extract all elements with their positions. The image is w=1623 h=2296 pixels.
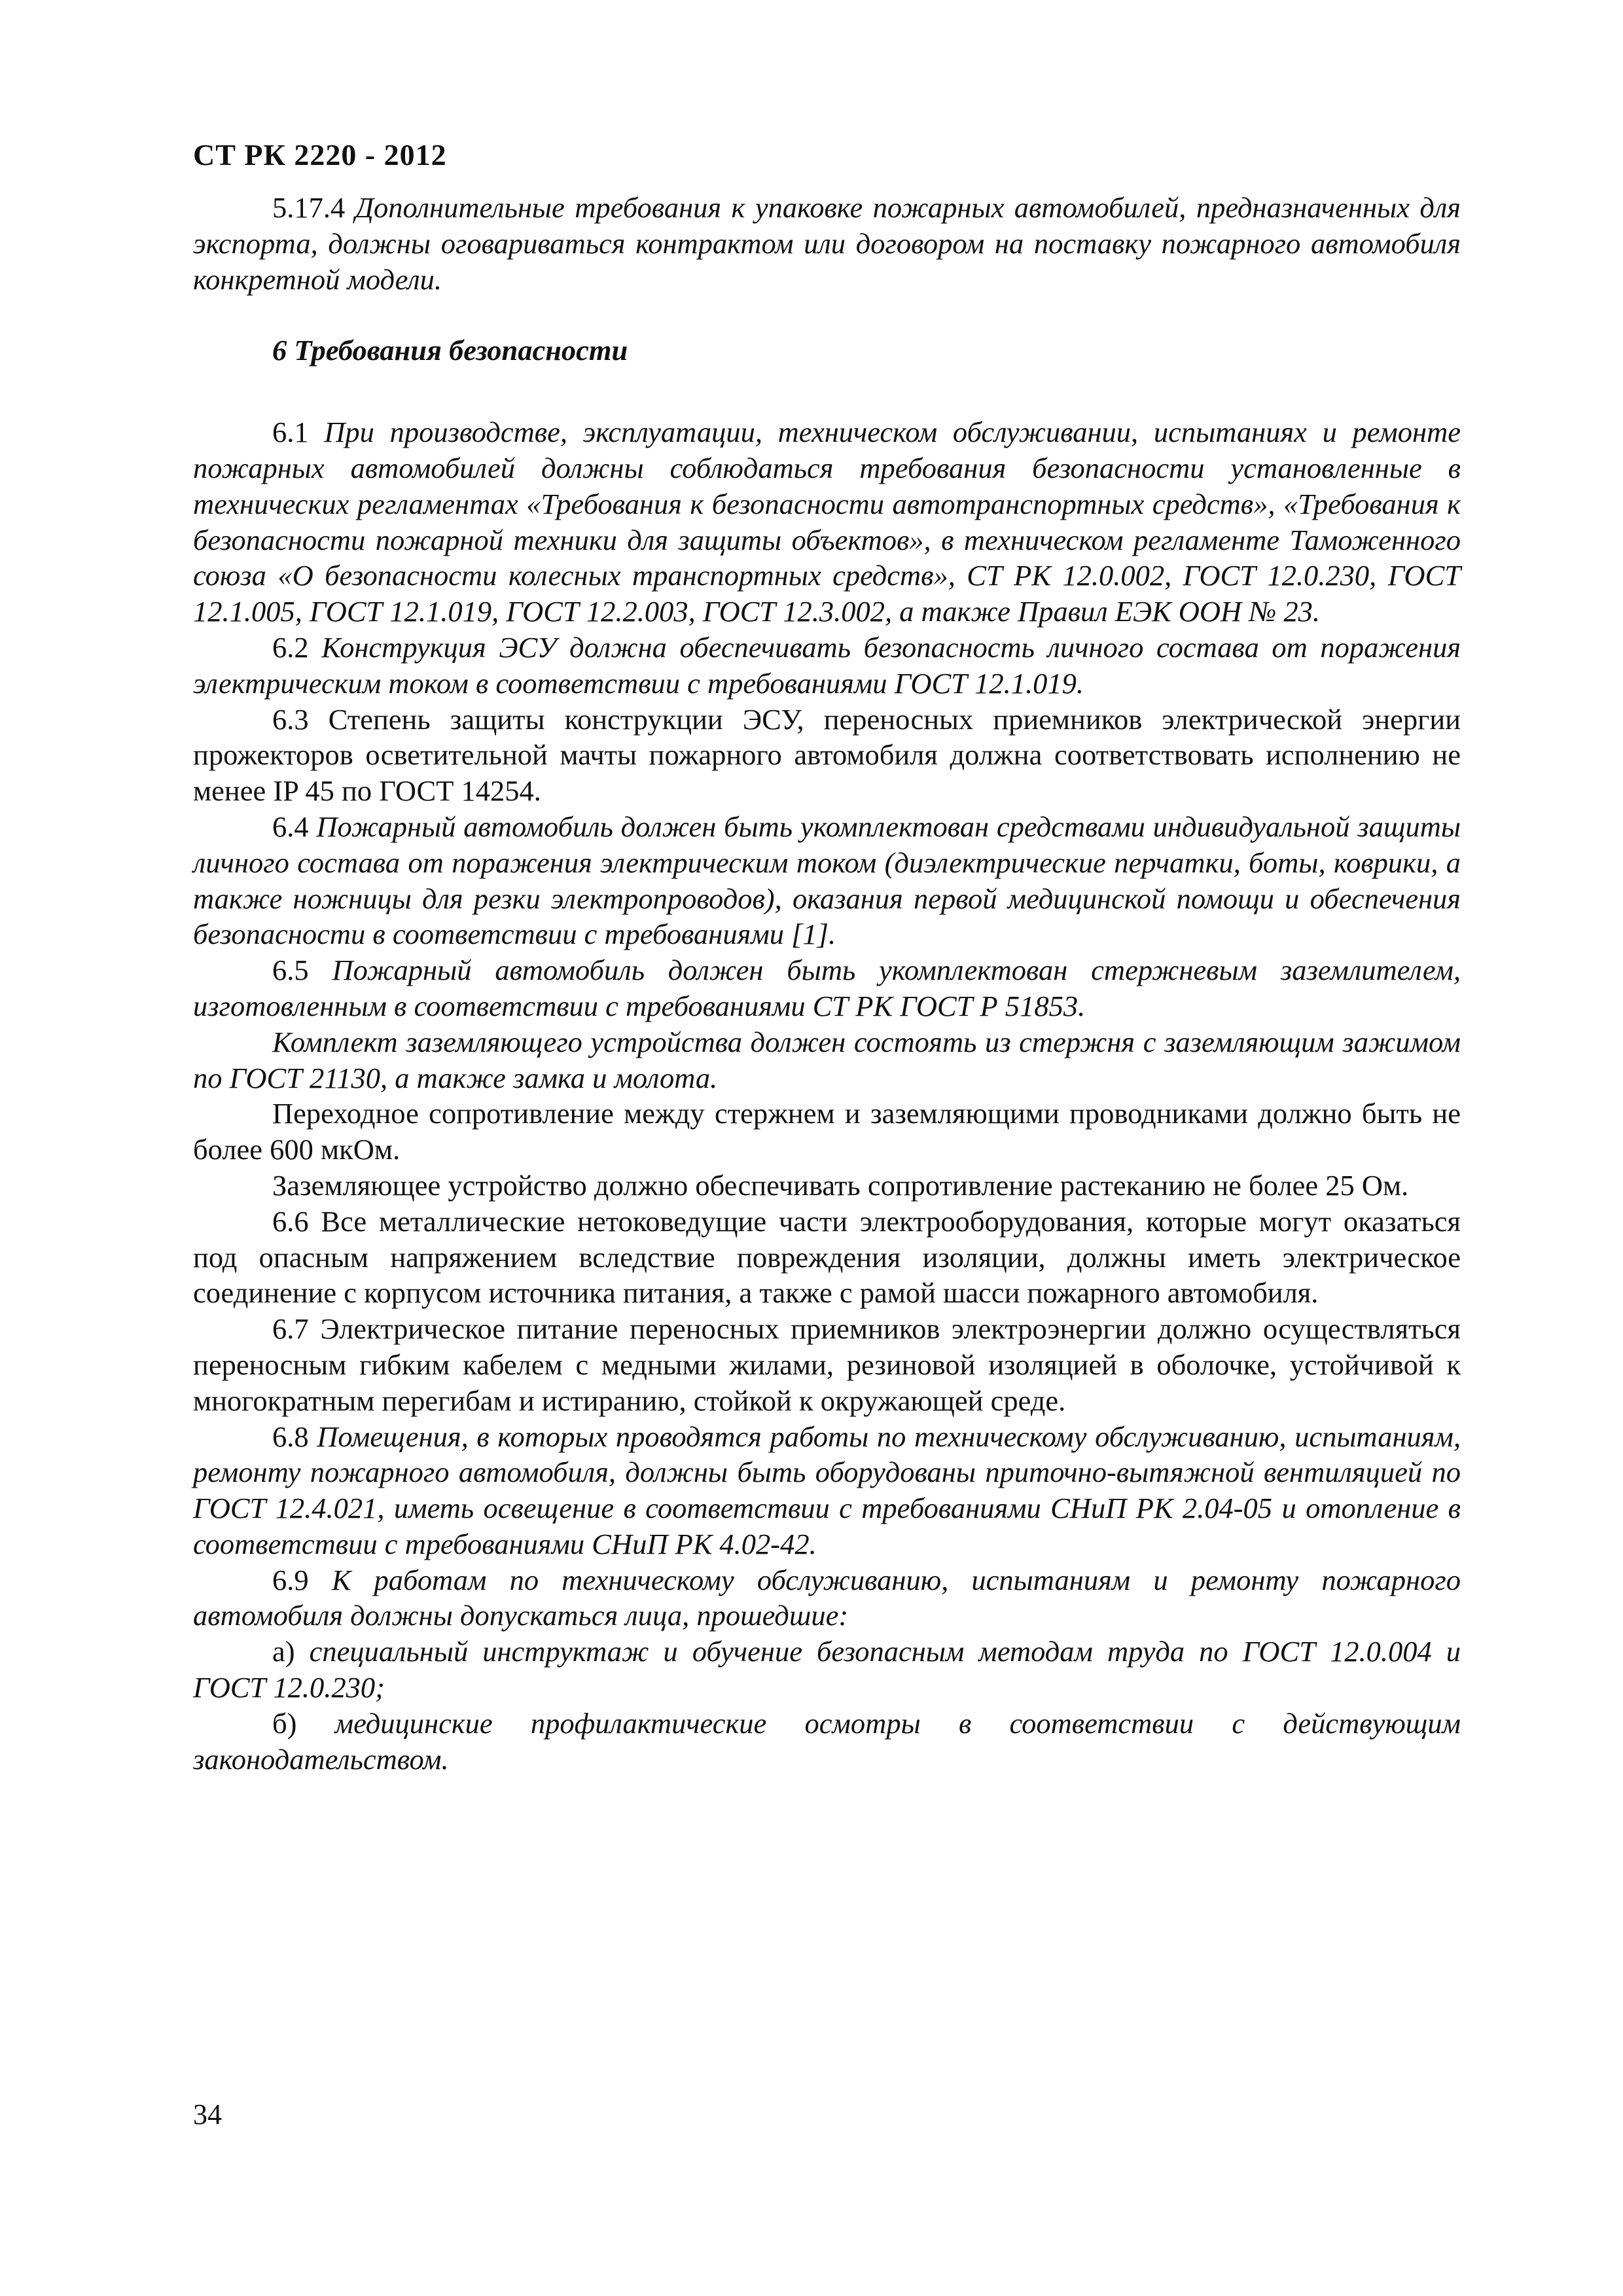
clause-text: Электрическое питание переносных приемников электроэнергии должно осуществляться переносным гибким кабелем с медными жилами, резиновой изоляцией в оболочке, устойчивой к многократным перегибам и истиранию, стойкой к окружающей среде. <box>193 1312 1461 1417</box>
paragraph-6-1 <box>193 414 1461 630</box>
paragraph-6-8 <box>193 1419 1461 1562</box>
paragraph-6-4 <box>193 809 1461 952</box>
paragraph-6-5-kit <box>193 1024 1461 1096</box>
clause-text: Степень защиты конструкции ЭСУ, переносных приемников электрической энергии прожекторов осветительной мачты пожарного автомобиля должна соответствовать исполнению не менее IP 45 по ГОСТ 14254. <box>193 702 1461 808</box>
clause-number: 5.17.4 <box>272 191 346 224</box>
list-marker: б) <box>272 1706 297 1740</box>
clause-text: Конструкция ЭСУ должна обеспечивать безопасность личного состава от поражения электрическим током в соответствии с требованиями ГОСТ 12.1.019. <box>193 630 1461 700</box>
paragraph-6-5 <box>193 952 1461 1024</box>
paragraph-6-6 <box>193 1204 1461 1311</box>
clause-number: 6.3 <box>272 702 309 736</box>
paragraph-5-17-4 <box>193 190 1461 297</box>
clause-text: Комплект заземляющего устройства должен состоять из стержня с заземляющим зажимом по ГОСТ 21130, а также замка и молота. <box>193 1025 1461 1094</box>
clause-text: медицинские профилактические осмотры в соответствии с действующим законодательством. <box>193 1706 1461 1776</box>
list-marker: а) <box>272 1635 295 1668</box>
paragraph-6-7 <box>193 1311 1461 1418</box>
clause-number: 6.1 <box>272 416 309 449</box>
clause-text: Пожарный автомобиль должен быть укомплектован средствами индивидуальной защиты личного состава от поражения электрическим током (диэлектрические перчатки, боты, коврики, а также ножницы для резки электропроводов), оказания первой медицинской помощи и обеспечения безопасности в соответствии с требованиями [1]. <box>193 810 1461 951</box>
paragraph-6-3 <box>193 702 1461 809</box>
paragraph-6-5-grounding <box>193 1168 1461 1204</box>
paragraph-6-9-b <box>193 1706 1461 1778</box>
clause-text: Переходное сопротивление между стержнем и заземляющими проводниками должно быть не более 600 мкОм. <box>193 1097 1461 1166</box>
clause-text: Пожарный автомобиль должен быть укомплектован стержневым заземлителем, изготовленным в соответствии с требованиями СТ РК ГОСТ Р 51853. <box>193 954 1461 1022</box>
clause-number: 6.5 <box>272 954 309 987</box>
clause-number: 6.9 <box>272 1563 309 1596</box>
section-heading-6: 6 Требования безопасности <box>272 334 628 367</box>
clause-text: При производстве, эксплуатации, техническом обслуживании, испытаниях и ремонте пожарных автомобилей должны соблюдаться требования безопасности установленные в технических регламентах «Требования к безопасности автотранспортных средств», «Требования к безопасности пожарной техники для защиты объектов», в техническом регламенте Таможенного союза «О безопасности колесных транспортных средств», СТ РК 12.0.002, ГОСТ 12.0.230, ГОСТ 12.1.005, ГОСТ 12.1.019, ГОСТ 12.2.003, ГОСТ 12.3.002, а также Правил ЕЭК ООН № 23. <box>193 416 1461 628</box>
clause-text: К работам по техническому обслуживанию, испытаниям и ремонту пожарного автомобиля должны допускаться лица, прошедшие: <box>193 1563 1461 1632</box>
paragraph-6-2 <box>193 630 1461 702</box>
document-header: СТ РК 2220 - 2012 <box>193 138 447 171</box>
document-body <box>193 190 1461 1777</box>
clause-text: Заземляющее устройство должно обеспечивать сопротивление растеканию не более 25 Ом. <box>272 1168 1409 1202</box>
clause-number: 6.8 <box>272 1420 309 1453</box>
clause-number: 6.7 <box>272 1312 309 1346</box>
clause-number: 6.4 <box>272 810 309 843</box>
clause-text: Все металлические нетоковедущие части электрооборудования, которые могут оказаться под опасным напряжением вследствие повреждения изоляции, должны иметь электрическое соединение с корпусом источника питания, а также с рамой шасси пожарного автомобиля. <box>193 1204 1461 1310</box>
clause-number: 6.2 <box>272 630 309 664</box>
paragraph-6-5-resistance <box>193 1096 1461 1168</box>
paragraph-6-9 <box>193 1562 1461 1634</box>
clause-text: Дополнительные требования к упаковке пожарных автомобилей, предназначенных для экспорта, должны оговариваться контрактом или договором на поставку пожарного автомобиля конкретной модели. <box>193 191 1461 296</box>
clause-text: специальный инструктаж и обучение безопасным методам труда по ГОСТ 12.0.004 и ГОСТ 12.0.230; <box>193 1635 1461 1704</box>
page-number: 34 <box>193 2098 222 2130</box>
clause-number: 6.6 <box>272 1204 309 1238</box>
paragraph-6-9-a <box>193 1634 1461 1706</box>
clause-text: Помещения, в которых проводятся работы по техническому обслуживанию, испытаниям, ремонту пожарного автомобиля, должны быть оборудованы приточно-вытяжной вентиляцией по ГОСТ 12.4.021, иметь освещение в соответствии с требованиями СНиП РК 2.04-05 и отопление в соответствии с требованиями СНиП РК 4.02-42. <box>193 1420 1461 1560</box>
